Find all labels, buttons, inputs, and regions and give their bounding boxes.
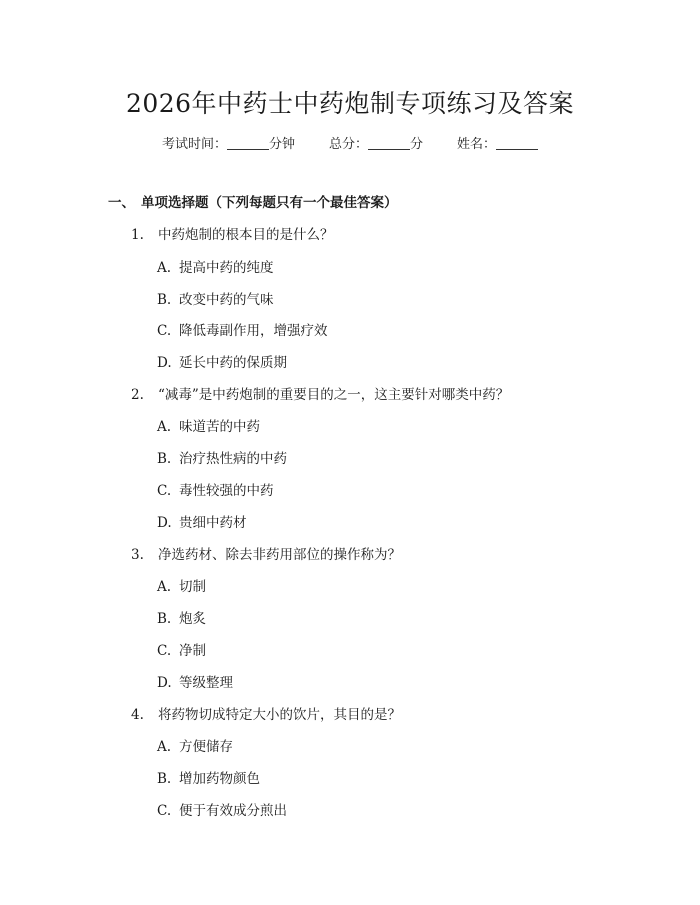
score-unit: 分 (410, 137, 424, 152)
score-label: 总分： (328, 137, 368, 152)
question-4 (131, 703, 401, 723)
option-letter: A. (157, 739, 172, 755)
question-number: 3. (131, 547, 144, 563)
option-2d (157, 511, 247, 531)
option-text: 改变中药的气味 (179, 292, 274, 308)
option-letter: A. (157, 260, 172, 276)
option-letter: C. (157, 643, 172, 659)
option-letter: B. (157, 451, 172, 467)
option-letter: B. (157, 771, 172, 787)
name-label: 姓名： (457, 137, 497, 152)
option-letter: A. (157, 579, 172, 595)
question-3 (131, 543, 401, 563)
option-text: 便于有效成分煎出 (179, 803, 287, 819)
question-text: “减毒”是中药炮制的重要目的之一，这主要针对哪类中药？ (158, 387, 510, 403)
option-3a (157, 575, 206, 595)
option-4a (157, 735, 233, 755)
question-1 (131, 223, 334, 243)
question-text: 中药炮制的根本目的是什么？ (158, 227, 334, 243)
option-text: 方便储存 (179, 739, 233, 755)
question-number: 1. (131, 227, 144, 243)
option-letter: A. (157, 419, 172, 435)
question-text: 净选药材、除去非药用部位的操作称为？ (158, 547, 401, 563)
option-1b (157, 288, 274, 308)
option-2b (157, 447, 287, 467)
option-4b (157, 767, 260, 787)
option-letter: B. (157, 611, 172, 627)
exam-meta (0, 133, 700, 152)
option-letter: B. (157, 292, 172, 308)
section-number: 一、 (108, 195, 135, 211)
option-1d (157, 351, 287, 371)
option-text: 贵细中药材 (179, 515, 247, 531)
option-3c (157, 639, 206, 659)
time-unit: 分钟 (268, 137, 295, 152)
option-2a (157, 415, 260, 435)
option-2c (157, 479, 274, 499)
time-blank (227, 137, 269, 150)
option-letter: C. (157, 483, 172, 499)
section-title: 单项选择题（下列每题只有一个最佳答案） (141, 195, 398, 211)
question-number: 2. (131, 387, 144, 403)
document-title: 2026年中药士中药炮制专项练习及答案 (125, 89, 575, 118)
option-text: 降低毒副作用，增强疗效 (179, 323, 328, 339)
question-2 (131, 383, 509, 403)
section-heading (108, 191, 398, 211)
option-text: 延长中药的保质期 (179, 355, 287, 371)
name-blank (496, 137, 538, 150)
option-letter: D. (157, 355, 172, 371)
time-label: 考试时间： (161, 137, 227, 152)
option-text: 切制 (179, 579, 206, 595)
option-1a (157, 256, 274, 276)
option-letter: D. (157, 515, 172, 531)
question-number: 4. (131, 707, 144, 723)
option-letter: C. (157, 323, 172, 339)
question-text: 将药物切成特定大小的饮片，其目的是？ (158, 707, 401, 723)
option-text: 炮炙 (179, 611, 206, 627)
option-text: 治疗热性病的中药 (179, 451, 287, 467)
option-3d (157, 671, 233, 691)
option-letter: C. (157, 803, 172, 819)
option-3b (157, 607, 206, 627)
option-text: 味道苦的中药 (179, 419, 260, 435)
option-letter: D. (157, 675, 172, 691)
option-text: 增加药物颜色 (179, 771, 260, 787)
option-text: 毒性较强的中药 (179, 483, 274, 499)
option-4c (157, 799, 287, 819)
option-text: 等级整理 (179, 675, 233, 691)
option-text: 提高中药的纯度 (179, 260, 274, 276)
score-blank (368, 137, 410, 150)
option-1c (157, 319, 328, 339)
option-text: 净制 (179, 643, 206, 659)
